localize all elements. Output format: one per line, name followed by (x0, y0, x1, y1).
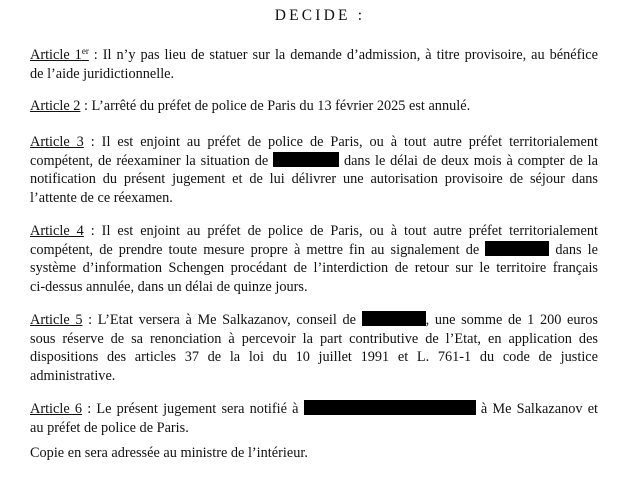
article-3 (30, 133, 598, 207)
article-4-line-1: Article 4 : Il est enjoint au préfet de police de Paris, ou à tout autre préfet territorialement (30, 223, 598, 239)
redaction-block (485, 241, 549, 256)
article-1-line-1: Article 1er : Il n’y pas lieu de statuer sur la demande d’admission, à titre provisoire, au bénéfice (30, 46, 598, 63)
redaction-block (362, 311, 426, 326)
article-4 (30, 222, 598, 296)
article-6-line-2: au préfet de police de Paris. (30, 419, 189, 436)
article-3-line-4: l’attente de ce réexamen. (30, 189, 173, 206)
article-1-line-2: de l’aide juridictionnelle. (30, 65, 175, 82)
article-6-label: Article 6 (30, 401, 83, 417)
article-4-line-4: ci-dessus annulée, dans un délai de quinze jours. (30, 278, 308, 295)
article-5-line-2: sous réserve de sa renonciation à percevoir la part contributive de l’Etat, en application des (30, 330, 598, 347)
article-5-line-3: dispositions des articles 37 de la loi du 10 juillet 1991 et L. 761-1 du code de justice (30, 349, 598, 365)
closing-line: Copie en sera adressée au ministre de l’intérieur. (30, 445, 308, 461)
article-2 (30, 97, 598, 116)
decision-heading: DECIDE : (274, 7, 366, 24)
article-1-label: Article 1er (30, 46, 89, 63)
article-3-label: Article 3 (30, 134, 84, 150)
article-4-line-2: compétent, de prendre toute mesure propre à mettre fin au signalement de dans le (30, 241, 598, 258)
closing-paragraph (30, 444, 598, 463)
article-5-label: Article 5 (30, 312, 83, 328)
article-3-line-2: compétent, de réexaminer la situation de dans le délai de deux mois à compter de la (30, 152, 598, 169)
redaction-block (304, 400, 476, 415)
redaction-block (273, 152, 339, 167)
article-6 (30, 400, 598, 437)
article-2-line-1: Article 2 : L’arrêté du préfet de police de Paris du 13 février 2025 est annulé. (30, 98, 471, 114)
article-3-line-3: notification du présent jugement et de lui délivrer une autorisation provisoire de séjour dans (30, 171, 598, 187)
article-2-label: Article 2 (30, 98, 81, 114)
article-1 (30, 42, 598, 83)
article-4-label: Article 4 (30, 223, 84, 239)
article-5-line-4: administrative. (30, 367, 116, 384)
article-4-line-3: système d’information Schengen procédant de l’interdiction de retour sur le territoire français (30, 260, 598, 276)
article-6-line-1: Article 6 : Le présent jugement sera notifié à à Me Salkazanov et (30, 401, 599, 417)
article-3-line-1: Article 3 : Il est enjoint au préfet de police de Paris, ou à tout autre préfet territorialement (30, 134, 598, 150)
article-5 (30, 311, 598, 385)
article-5-line-1: Article 5 : L’Etat versera à Me Salkazanov, conseil de , une somme de 1 200 euros (30, 312, 598, 328)
